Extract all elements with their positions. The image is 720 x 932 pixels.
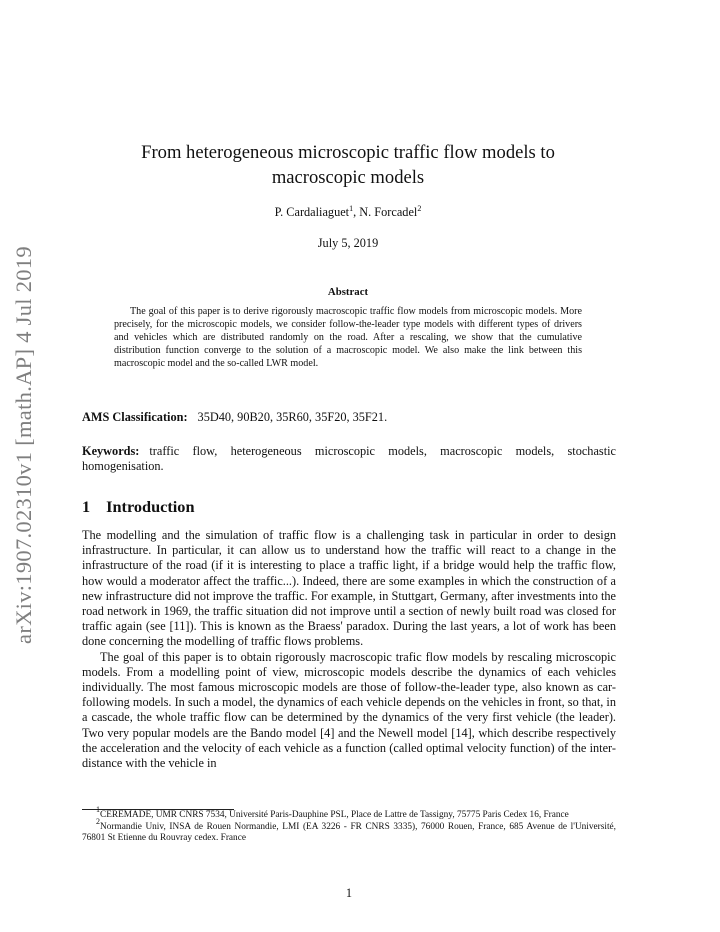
footnote-text: Normandie Univ, INSA de Rouen Normandie, LMI (EA 3226 - FR CNRS 3335), 76000 Rouen, France, 685 Avenue de l'Université, 76801 St Etienne du Rouvray cedex. France	[82, 821, 616, 844]
page-number: 1	[345, 886, 353, 900]
section-number: 1	[82, 497, 91, 516]
section-title: Introduction	[106, 497, 195, 516]
footnotes	[82, 805, 616, 845]
abstract-heading: Abstract	[327, 286, 369, 298]
footnote-mark: 2	[96, 816, 100, 826]
author-affiliation-mark-1: 1	[349, 204, 354, 213]
ams-classification	[82, 410, 616, 425]
paper-title: From heterogeneous microscopic traffic flow models to macroscopic models	[141, 142, 555, 188]
arxiv-sidebar	[2, 245, 46, 645]
author-forcadel: N. Forcadel	[359, 205, 418, 219]
author-cardaliaguet: P. Cardaliaguet	[274, 205, 350, 219]
paper-date: July 5, 2019	[317, 236, 379, 250]
abstract-body: The goal of this paper is to derive rigorously macroscopic traffic flow models from microscopic models. More precisely, for the microscopic models, we consider follow-the-leader type models with different types of drivers and vehicles which are distributed randomly on the road. After a rescaling, we show that the cumulative distribution function converge to the solution of a macroscopic model. We also make the link between this macroscopic model and the so-called LWR model.	[114, 306, 582, 369]
section-heading	[82, 497, 616, 517]
keywords	[82, 444, 616, 475]
footnote	[82, 816, 616, 845]
authors	[110, 205, 586, 220]
keywords-value: traffic flow, heterogeneous microscopic models, macroscopic models, stochastic homogenisation.	[82, 444, 616, 474]
ams-value: 35D40, 90B20, 35R60, 35F20, 35F21.	[197, 410, 388, 424]
footnote-text: CEREMADE, UMR CNRS 7534, Université Paris-Dauphine PSL, Place de Lattre de Tassigny, 75775 Paris Cedex 16, France	[100, 810, 569, 820]
introduction-body	[82, 528, 616, 771]
author-affiliation-mark-2: 2	[417, 204, 422, 213]
keywords-label: Keywords:	[82, 444, 140, 458]
footnote-mark: 1	[96, 805, 100, 814]
arxiv-identifier: arXiv:1907.02310v1 [math.AP] 4 Jul 2019	[11, 246, 36, 644]
ams-label: AMS Classification:	[82, 410, 188, 424]
author-separator: ,	[353, 205, 360, 219]
paragraph: The modelling and the simulation of traffic flow is a challenging task in particular in order to design infrastructure. In particular, it can allow us to understand how the traffic will react to a change in the infrastructure of the road (if it is interesting to place a traffic light, if a bridge would help the traffic flow, how would a moderator affect the traffic...). Indeed, there are some examples in which the construction of a new infrastructure did not improve the traffic. For example, in Stuttgart, Germany, after investments into the road network in 1969, the traffic situation did not improve until a section of newly built road was closed for traffic again (see [11]). This is known as the Braess' paradox. During the last years, a lot of work has been done concerning the modelling of traffic flows problems.	[82, 528, 616, 649]
paragraph: The goal of this paper is to obtain rigorously macroscopic trafic flow models by rescaling microscopic models. From a modelling point of view, microscopic models describe the dynamics of each vehicles individually. The most famous microscopic models are those of follow-the-leader type, also known as car-following models. In such a model, the dynamics of each vehicle depends on the vehicles in front, so that, in a cascade, the whole traffic flow can be determined by the dynamics of the very first vehicle (the leader). Two very popular models are the Bando model [4] and the Newell model [14], which describe respectively the acceleration and the velocity of each vehicle as a function (called optimal velocity function) of the inter-distance with the vehicle in	[82, 649, 616, 771]
footnote	[82, 805, 616, 822]
